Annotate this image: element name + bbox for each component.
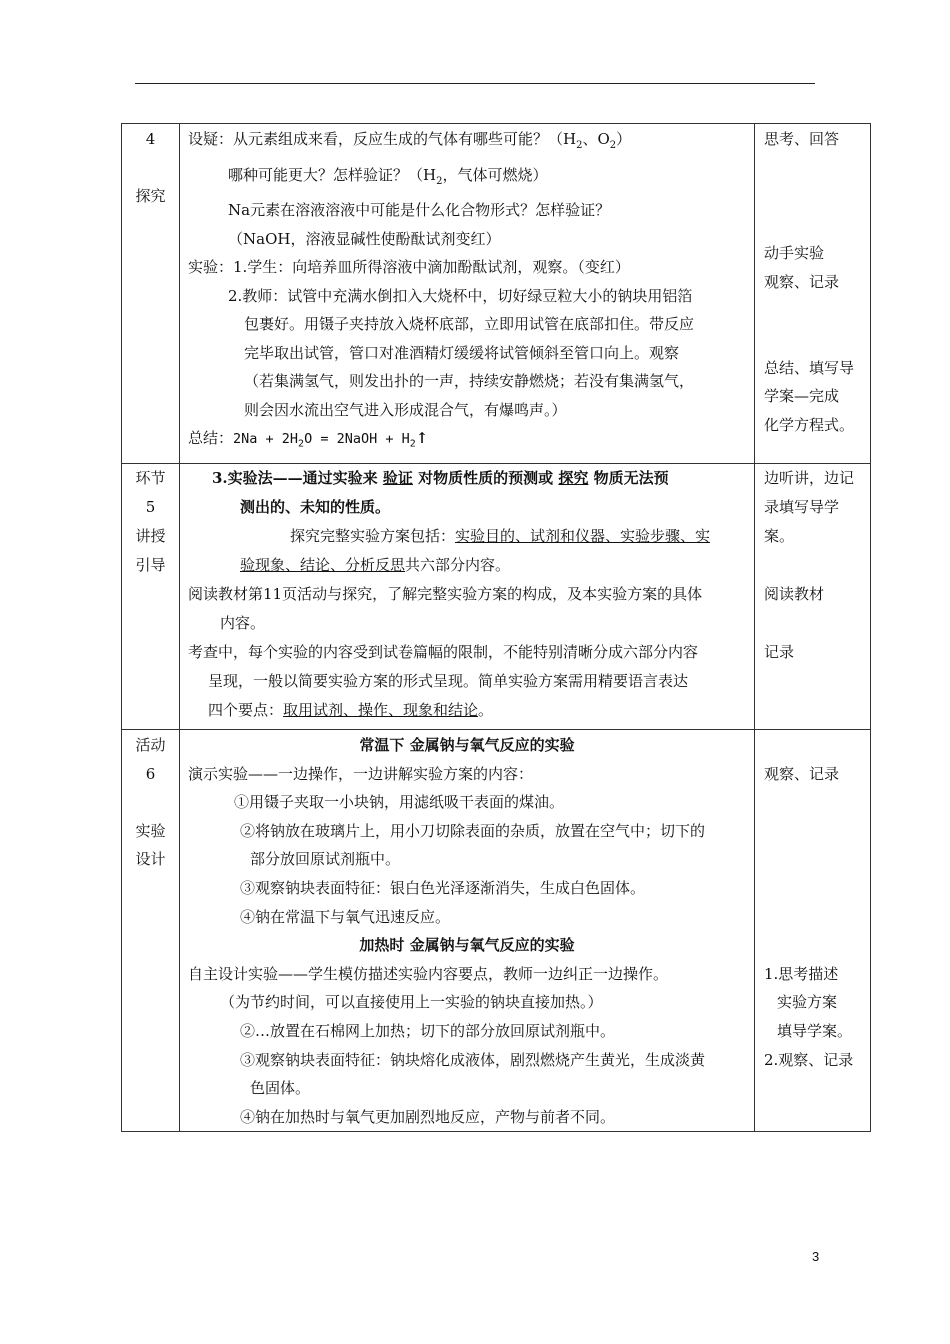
experiment-line: 完毕取出试管，管口对准酒精灯缓缓将试管倾斜至管口向上。观察	[244, 343, 680, 362]
table-row-lecture	[122, 464, 871, 730]
step-line: ①用镊子夹取一小块钠，用滤纸吸干表面的煤油。	[234, 793, 565, 812]
step-line: 色固体。	[250, 1079, 311, 1098]
experiment-line: 包裹好。用镊子夹持放入烧杯底部，立即用试管在底部扣住。带反应	[244, 315, 695, 333]
page-number: 3	[812, 1249, 820, 1264]
experiment-line: 实验：1.学生：向培养皿所得溶液中滴加酚酞试剂，观察。（变红）	[188, 258, 630, 276]
header-rule	[135, 83, 815, 84]
method-heading: 3.实验法——通过实验来 验证 对物质性质的预测或 探究 物质无法预	[212, 469, 669, 487]
plan-line: 探究完整实验方案包括：实验目的、试剂和仪器、实验步骤、实	[290, 527, 711, 545]
question-line: （NaOH，溶液显碱性使酚酞试剂变红）	[228, 229, 501, 248]
plan-line: 验现象、结论、分析反思共六部分内容。	[240, 556, 511, 574]
stage-cell	[122, 124, 180, 464]
stage-label: 探究	[135, 187, 166, 206]
activity-cell: 观察、记录 1.思考描述 实验方案 填导学案。 2.观察、记录	[755, 730, 871, 1132]
table-row-design	[122, 730, 871, 1132]
question-line: 设疑：从元素组成来看，反应生成的气体有哪些可能？（$H_2$、$O_2$）	[188, 130, 632, 151]
lesson-plan-table	[121, 123, 871, 1132]
reading-line: 阅读教材第11页活动与探究，了解完整实验方案的构成，及本实验方案的具体	[188, 585, 703, 603]
step-line: ④钠在加热时与氧气更加剧烈地反应，产物与前者不同。	[240, 1107, 616, 1126]
step-line: ③观察钠块表面特征：钠块熔化成液体，剧烈燃烧产生黄光，生成淡黄	[240, 1050, 706, 1069]
stage-number: 4	[145, 130, 156, 148]
step-line: 部分放回原试剂瓶中。	[250, 850, 401, 869]
exam-line: 呈现，一般以简要实验方案的形式呈现。简单实验方案需用精要语言表达	[208, 672, 689, 690]
stage-cell: 环节 5 讲授 引导	[122, 464, 180, 730]
reading-line: 内容。	[220, 614, 266, 632]
activity-cell: 边听讲，边记 录填写导学 案。 阅读教材 记录	[755, 464, 871, 730]
experiment-line: 则会因水流出空气进入形成混合气，有爆鸣声。）	[244, 400, 567, 419]
exam-line: 考查中，每个实验的内容受到试卷篇幅的限制，不能特别清晰分成六部分内容	[188, 643, 699, 661]
content-cell	[180, 124, 755, 464]
section-heading: 加热时 金属钠与氧气反应的实验	[359, 936, 575, 955]
content-cell: 常温下 金属钠与氧气反应的实验 演示实验——一边操作，一边讲解实验方案的内容： ①用镊子夹取一小块钠，用滤纸吸干表面的煤油。 ②将钠放在玻璃片上，用小刀切除表面的杂质，放置在空气中；切下的 部分放回原试剂瓶中。 ③观察钠块表面特征：银白色光泽逐渐消失，生成白色固体。 ④钠在常温下与氧气迅速反应。 加热时 金属钠与氧气反应的实验 自主设计实验——学生模仿描述实验内容要点，教师一边纠正一边操作。 （为节约时间，可以直接使用上一实验的钠块直接加热。） ②…放置在石棉网上加热；切下的部分放回原试剂瓶中。 ③观察钠块表面特征：钠块熔化成液体，剧烈燃烧产生黄光，生成淡黄 色固体。 ④钠在加热时与氧气更加剧烈地反应，产物与前者不同。	[180, 730, 755, 1132]
exam-line: 四个要点：取用试剂、操作、现象和结论。	[208, 701, 494, 719]
activity-cell: 思考、回答 动手实验 观察、记录 总结、填写导 学案—完成 化学方程式。	[755, 124, 871, 464]
stage-cell: 活动 6 实验 设计	[122, 730, 180, 1132]
step-line: ②将钠放在玻璃片上，用小刀切除表面的杂质，放置在空气中；切下的	[240, 821, 706, 840]
method-heading-cont: 测出的、未知的性质。	[240, 498, 391, 516]
table-row-inquiry	[122, 124, 871, 464]
summary-equation: 总结：$2Na + 2H_2O$ = 2NaOH + $H_2↑$	[188, 429, 429, 450]
section-heading: 常温下 金属钠与氧气反应的实验	[359, 736, 575, 754]
step-line: ②…放置在石棉网上加热；切下的部分放回原试剂瓶中。	[240, 1021, 616, 1040]
experiment-line: 2.教师：试管中充满水倒扣入大烧杯中，切好绿豆粒大小的钠块用铝箔	[228, 286, 693, 305]
question-line: Na元素在溶液溶液中可能是什么化合物形式？怎样验证？	[228, 201, 611, 219]
experiment-line: （若集满氢气，则发出扑的一声，持续安静燃烧；若没有集满氢气，	[244, 372, 695, 390]
content-cell	[180, 464, 755, 730]
step-line: （为节约时间，可以直接使用上一实验的钠块直接加热。）	[220, 993, 603, 1012]
step-line: ④钠在常温下与氧气迅速反应。	[240, 907, 451, 926]
question-line: 哪种可能更大？怎样验证？（$H_2$，气体可燃烧）	[228, 165, 548, 187]
step-line: ③观察钠块表面特征：银白色光泽逐渐消失，生成白色固体。	[240, 878, 646, 897]
